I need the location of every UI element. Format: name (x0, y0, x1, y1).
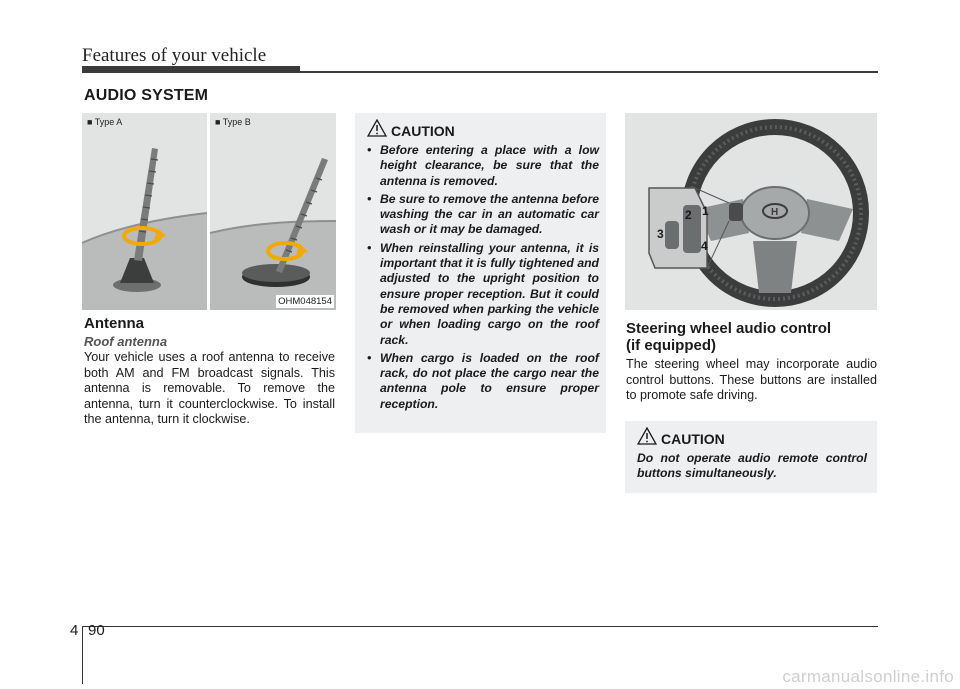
antenna-figure (82, 113, 336, 310)
figure-label-type-a: ■ Type A (87, 117, 123, 127)
callout-3: 3 (657, 227, 664, 241)
caution-text: Do not operate audio remote control buttons simultaneously. (637, 451, 867, 481)
header-rule (300, 71, 878, 73)
figure-label-type-b: ■ Type B (215, 117, 251, 127)
watermark: carmanualsonline.info (782, 667, 954, 686)
steering-wheel-illustration (625, 113, 877, 310)
steering-heading-line1: Steering wheel audio control (626, 320, 832, 337)
page-number: 90 (88, 622, 105, 639)
caution-item: • When cargo is loaded on the roof rack, do not place the cargo near the antenna pole to ensure proper reception. (367, 351, 599, 412)
antenna-heading: Antenna (84, 315, 144, 332)
roof-antenna-subheading: Roof antenna (84, 334, 168, 349)
section-title: AUDIO SYSTEM (84, 87, 209, 104)
callout-4: 4 (701, 239, 708, 253)
callout-2: 2 (685, 208, 692, 222)
steering-body: The steering wheel may incorporate audio control buttons. These buttons are installed to promote safe driving. (626, 357, 877, 403)
caution-item: • When reinstalling your antenna, it is important that it is fully tightened and adjusted to the upright position to ensure proper reception. But it could be removed when parking the vehicle or when loading cargo on the roof rack. (367, 241, 599, 348)
caution-list (367, 143, 599, 415)
caution-title: CAUTION (661, 431, 725, 447)
footer-rule (82, 626, 878, 627)
steering-heading (626, 320, 831, 354)
caution-item: • Be sure to remove the antenna before washing the car in an automatic car wash or it may be damaged. (367, 192, 599, 238)
page-header-title: Features of your vehicle (82, 45, 267, 66)
figure-code: OHM048154 (278, 296, 332, 307)
callout-1: 1 (702, 204, 709, 218)
caution-item: • Before entering a place with a low height clearance, be sure that the antenna is removed. (367, 143, 599, 189)
antenna-body: Your vehicle uses a roof antenna to receive both AM and FM broadcast signals. This antenna is removable. To remove the antenna, turn it counterclockwise. To install the antenna, turn it clockwise. (84, 350, 335, 427)
caution-box-steering (625, 421, 877, 493)
svg-text:H: H (771, 207, 779, 218)
header-bar (82, 66, 300, 73)
caution-title: CAUTION (391, 123, 455, 139)
warning-triangle-icon (637, 427, 657, 445)
warning-triangle-icon (367, 119, 387, 137)
chapter-number: 4 (70, 622, 79, 639)
footer-rule-vertical (82, 626, 83, 684)
caution-box-antenna (355, 113, 606, 433)
steering-heading-line2: (if equipped) (626, 337, 716, 354)
steering-wheel-figure (625, 113, 877, 310)
antenna-illustration (82, 113, 336, 310)
